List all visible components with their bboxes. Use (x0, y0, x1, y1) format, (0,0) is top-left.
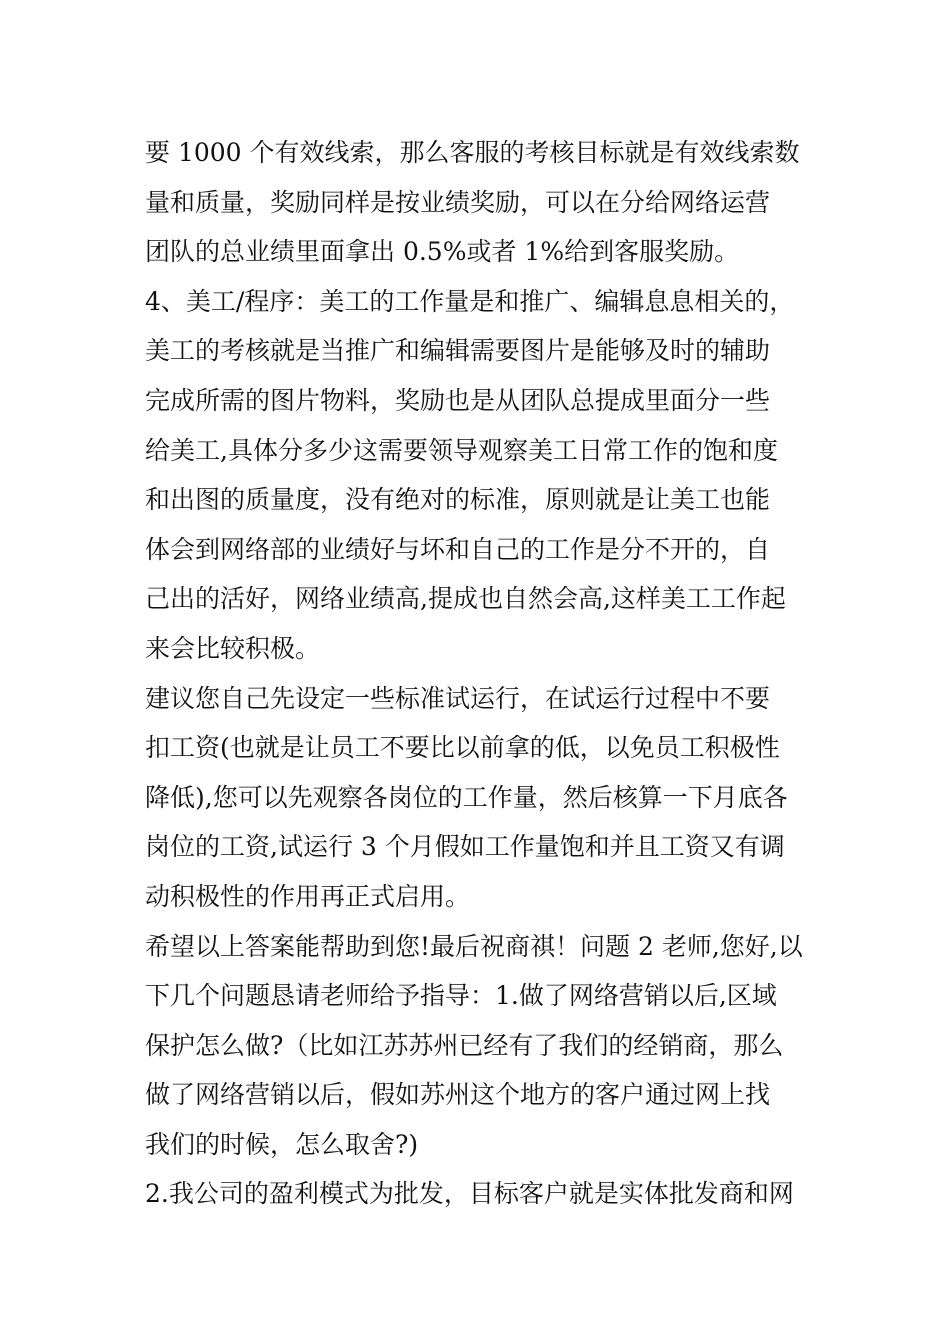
text-line: 来会比较积极。 (145, 633, 321, 663)
text-line: 降低),您可以先观察各岗位的工作量，然后核算一下月底各 (145, 782, 788, 812)
text-line: 美工的考核就是当推广和编辑需要图片是能够及时的辅助 (145, 336, 771, 366)
text-line: 和出图的质量度，没有绝对的标准，原则就是让美工也能 (145, 485, 771, 515)
text-line: 给美工,具体分多少这需要领导观察美工日常工作的饱和度 (145, 435, 778, 465)
text-line: 完成所需的图片物料，奖励也是从团队总提成里面分一些 (145, 385, 771, 415)
text-line: 我们的时候，怎么取舍?) (145, 1129, 419, 1159)
text-line: 建议您自己先设定一些标准试运行，在试运行过程中不要 (145, 683, 771, 713)
text-line: 2.我公司的盈利模式为批发，目标客户就是实体批发商和网 (145, 1179, 794, 1209)
text-line: 做了网络营销以后，假如苏州这个地方的客户通过网上找 (145, 1080, 771, 1110)
text-line: 动积极性的作用再正式启用。 (145, 881, 471, 911)
text-line: 希望以上答案能帮助到您!最后祝商祺！问题 2 老师,您好,以 (145, 931, 803, 961)
text-line: 体会到网络部的业绩好与坏和自己的工作是分不开的，自 (145, 534, 771, 564)
text-line: 保护怎么做?（比如江苏苏州已经有了我们的经销商，那么 (145, 1030, 784, 1060)
body-text (145, 128, 825, 1219)
text-line: 量和质量，奖励同样是按业绩奖励，可以在分给网络运营 (145, 187, 771, 217)
text-line: 要 1000 个有效线索，那么客服的考核目标就是有效线索数 (145, 138, 800, 167)
text-line: 扣工资(也就是让员工不要比以前拿的低，以免员工积极性 (145, 733, 780, 763)
text-line: 4、美工/程序：美工的工作量是和推广、编辑息息相关的， (145, 286, 795, 316)
text-line: 岗位的工资,试运行 3 个月假如工作量饱和并且工资又有调 (145, 832, 785, 862)
text-line: 团队的总业绩里面拿出 0.5%或者 1%给到客服奖励。 (145, 237, 740, 267)
text-line: 下几个问题恳请老师给予指导：1.做了网络营销以后,区域 (145, 981, 777, 1011)
text-line: 己出的活好，网络业绩高,提成也自然会高,这样美工工作起 (145, 584, 786, 614)
